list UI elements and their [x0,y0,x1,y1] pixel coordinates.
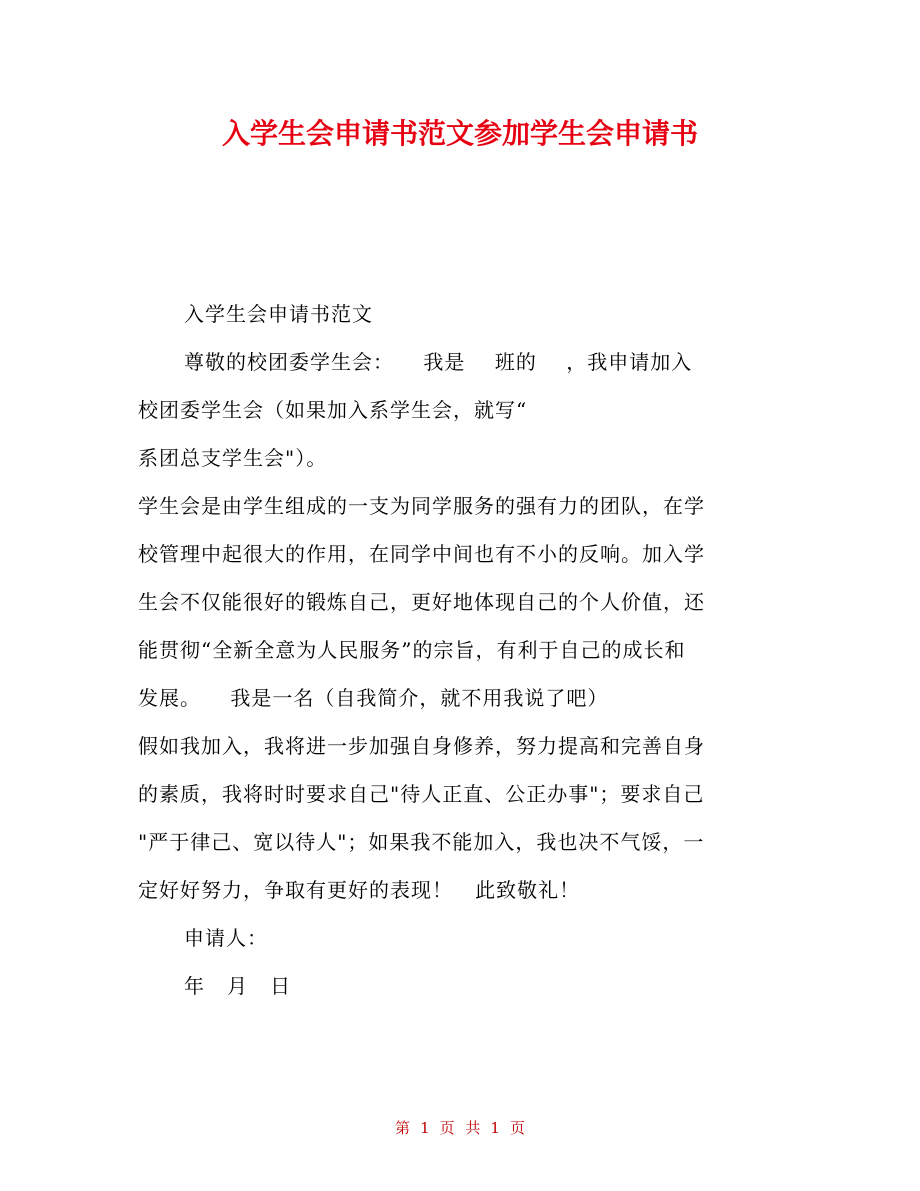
footer-page-number: 1 [420,1119,430,1137]
document-body [138,290,788,1010]
body-line: 生会不仅能很好的锻炼自己，更好地体现自己的个人价值，还 [138,590,705,614]
document-title: 入学生会申请书范文参加学生会申请书 [221,117,698,150]
footer-prefix: 第 [395,1119,411,1137]
body-line: 发展。 我是一名（自我简介，就不用我说了吧） [138,686,609,710]
body-line: 入学生会申请书范文 [184,302,373,326]
body-line: 校团委学生会（如果加入系学生会，就写“ [138,398,528,422]
body-line: 申请人： [184,926,268,950]
body-line: 年 月 日 [184,974,292,998]
body-line: 校管理中起很大的作用，在同学中间也有不小的反响。加入学 [138,542,705,566]
body-line: 定好好努力，争取有更好的表现！ 此致敬礼！ [138,878,581,902]
body-line: 的素质，我将时时要求自己"待人正直、公正办事"；要求自己 [138,782,705,806]
footer-suffix: 页 [509,1119,525,1137]
footer-total-pages: 1 [490,1119,500,1137]
body-line: 系团总支学生会"）。 [138,446,328,470]
body-line: 尊敬的校团委学生会： 我是 班的 ，我申请加入 [184,350,693,374]
body-line: 假如我加入，我将进一步加强自身修养，努力提高和完善自身 [138,734,705,758]
page-footer [0,1117,920,1138]
body-line: 学生会是由学生组成的一支为同学服务的强有力的团队，在学 [138,494,705,518]
body-line: "严于律己、宽以待人"；如果我不能加入，我也决不气馁，一 [138,830,705,854]
body-line: 能贯彻“全新全意为人民服务”的宗旨，有利于自己的成长和 [138,638,686,662]
footer-middle: 页 共 [439,1119,481,1137]
